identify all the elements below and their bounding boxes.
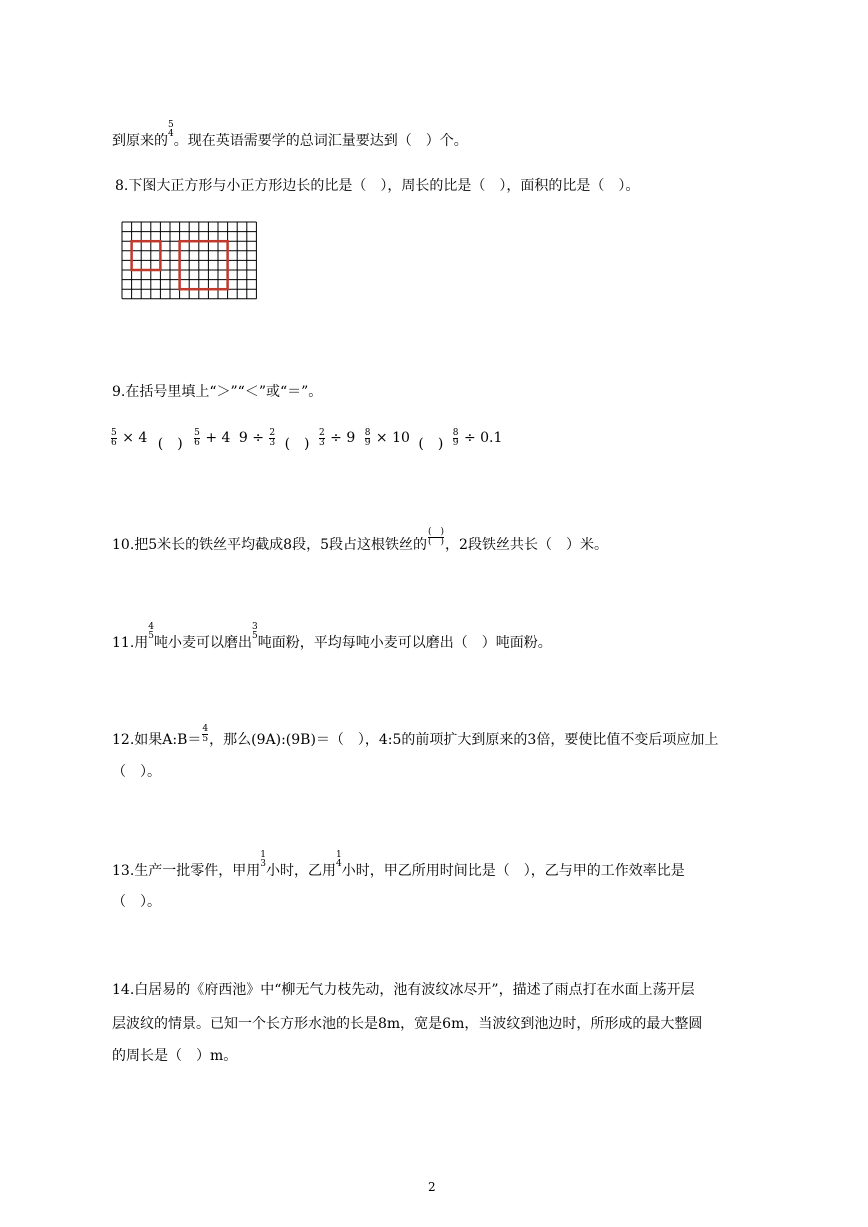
frac-num: 4 xyxy=(148,622,154,632)
frac-num: ( ) xyxy=(428,526,445,537)
q11-question xyxy=(112,622,552,653)
q11-frac-2 xyxy=(252,623,258,641)
q12-prefix: 12.如果A:B＝ xyxy=(112,732,202,748)
q9-1-right-frac xyxy=(194,429,200,448)
frac-num: 5 xyxy=(194,427,200,438)
q9-1-blank[interactable]: ( ) xyxy=(157,436,183,452)
q10-suffix: ，2段铁丝共长（ ）米。 xyxy=(445,537,608,553)
q13-frac-2 xyxy=(336,851,342,869)
q7-tail-line xyxy=(112,120,468,151)
frac-den: 6 xyxy=(111,437,117,448)
q10-prefix: 10.把5米长的铁丝平均截成8段，5段占这根铁丝的 xyxy=(112,537,427,553)
q12-question-line1 xyxy=(112,723,719,750)
q9-2-right-op: ÷ 9 xyxy=(330,430,356,446)
q9-1-left-frac xyxy=(111,429,117,448)
q9-2-left-pre: 9 ÷ xyxy=(238,430,264,446)
frac-den: 6 xyxy=(194,437,200,448)
frac-den: 9 xyxy=(364,437,371,448)
q8-grid-figure xyxy=(120,220,260,308)
q13-frac-1 xyxy=(260,851,266,869)
frac-den: 9 xyxy=(452,437,459,448)
q9-2-right-frac xyxy=(319,429,325,448)
q7-fraction xyxy=(168,121,174,139)
frac-num: 1 xyxy=(260,850,266,860)
frac-num: 2 xyxy=(318,427,325,438)
q11-prefix: 11.用 xyxy=(112,635,149,651)
q13-suffix: 小时，甲乙所用时间比是（ ），乙与甲的工作效率比是 xyxy=(341,863,685,879)
q14-question-line2: 层波纹的情景。已知一个长方形水池的长是8m，宽是6m，当波纹到池边时，所形成的最大整圆 xyxy=(112,1016,703,1032)
frac-num: 8 xyxy=(364,427,371,438)
frac-den: 5 xyxy=(148,631,154,641)
q9-item-3 xyxy=(364,427,503,452)
q9-1-right-op: + 4 xyxy=(205,430,231,446)
frac-num: 4 xyxy=(202,723,209,734)
q9-item-1 xyxy=(110,427,235,452)
q11-mid: 吨小麦可以磨出 xyxy=(154,635,252,651)
frac-den: ( ) xyxy=(428,536,445,547)
q9-3-left-frac xyxy=(365,429,371,448)
frac-den: 3 xyxy=(260,859,266,869)
q12-suffix: ，那么(9A):(9B)＝（ ），4:5的前项扩大到原来的3倍，要使比值不变后项应加上 xyxy=(209,732,719,748)
frac-den: 3 xyxy=(269,437,276,448)
large-square xyxy=(180,241,228,289)
q13-mid: 小时，乙用 xyxy=(266,863,336,879)
grid-lines xyxy=(122,222,256,299)
q13-prefix: 13.生产一批零件，甲用 xyxy=(112,863,261,879)
frac-den: 3 xyxy=(318,437,325,448)
frac-num: 3 xyxy=(252,622,258,632)
frac-num: 2 xyxy=(269,427,276,438)
q7-text-prefix: 到原来的 xyxy=(112,133,168,149)
q10-question xyxy=(112,526,608,555)
q9-3-right-frac xyxy=(453,429,459,448)
q14-question-line3: 的周长是（ ）m。 xyxy=(112,1048,238,1064)
frac-den: 5 xyxy=(252,631,258,641)
small-square xyxy=(132,241,161,270)
q9-3-right-op: ÷ 0.1 xyxy=(463,430,503,446)
frac-num: 1 xyxy=(336,850,342,860)
q11-suffix: 吨面粉，平均每吨小麦可以磨出（ ）吨面粉。 xyxy=(257,635,552,651)
q7-text-suffix: 。现在英语需要学的总词汇量要达到（ ）个。 xyxy=(173,133,468,149)
q8-question: 8.下图大正方形与小正方形边长的比是（ ），周长的比是（ ），面积的比是（ ）。 xyxy=(115,178,640,194)
frac-den: 4 xyxy=(336,859,342,869)
q13-question-line2: （ ）。 xyxy=(112,894,161,910)
q9-3-blank[interactable]: ( ) xyxy=(418,436,444,452)
frac-num: 8 xyxy=(452,427,459,438)
q12-fraction xyxy=(202,725,208,744)
q9-title: 9.在括号里填上“＞”“＜”或“＝”。 xyxy=(112,384,323,400)
q9-2-left-frac xyxy=(269,429,275,448)
q10-blank-fraction[interactable] xyxy=(428,528,444,547)
q9-comparisons xyxy=(110,427,503,452)
q9-3-left-op: × 10 xyxy=(375,430,410,446)
frac-num: 5 xyxy=(111,427,117,438)
q9-item-2 xyxy=(238,427,360,452)
page-number: 2 xyxy=(428,1180,436,1194)
q7-frac-den: 4 xyxy=(168,129,174,139)
q12-question-line2: （ ）。 xyxy=(112,764,161,780)
frac-den: 5 xyxy=(202,733,209,744)
q7-frac-num: 5 xyxy=(168,120,174,130)
q14-question-line1: 14.白居易的《府西池》中“柳无气力枝先动，池有波纹冰尽开”，描述了雨点打在水面上荡开层 xyxy=(112,982,695,998)
q9-2-blank[interactable]: ( ) xyxy=(284,436,310,452)
q11-frac-1 xyxy=(148,623,154,641)
q13-question-line1 xyxy=(112,850,685,881)
q9-1-left-op: × 4 xyxy=(122,430,148,446)
